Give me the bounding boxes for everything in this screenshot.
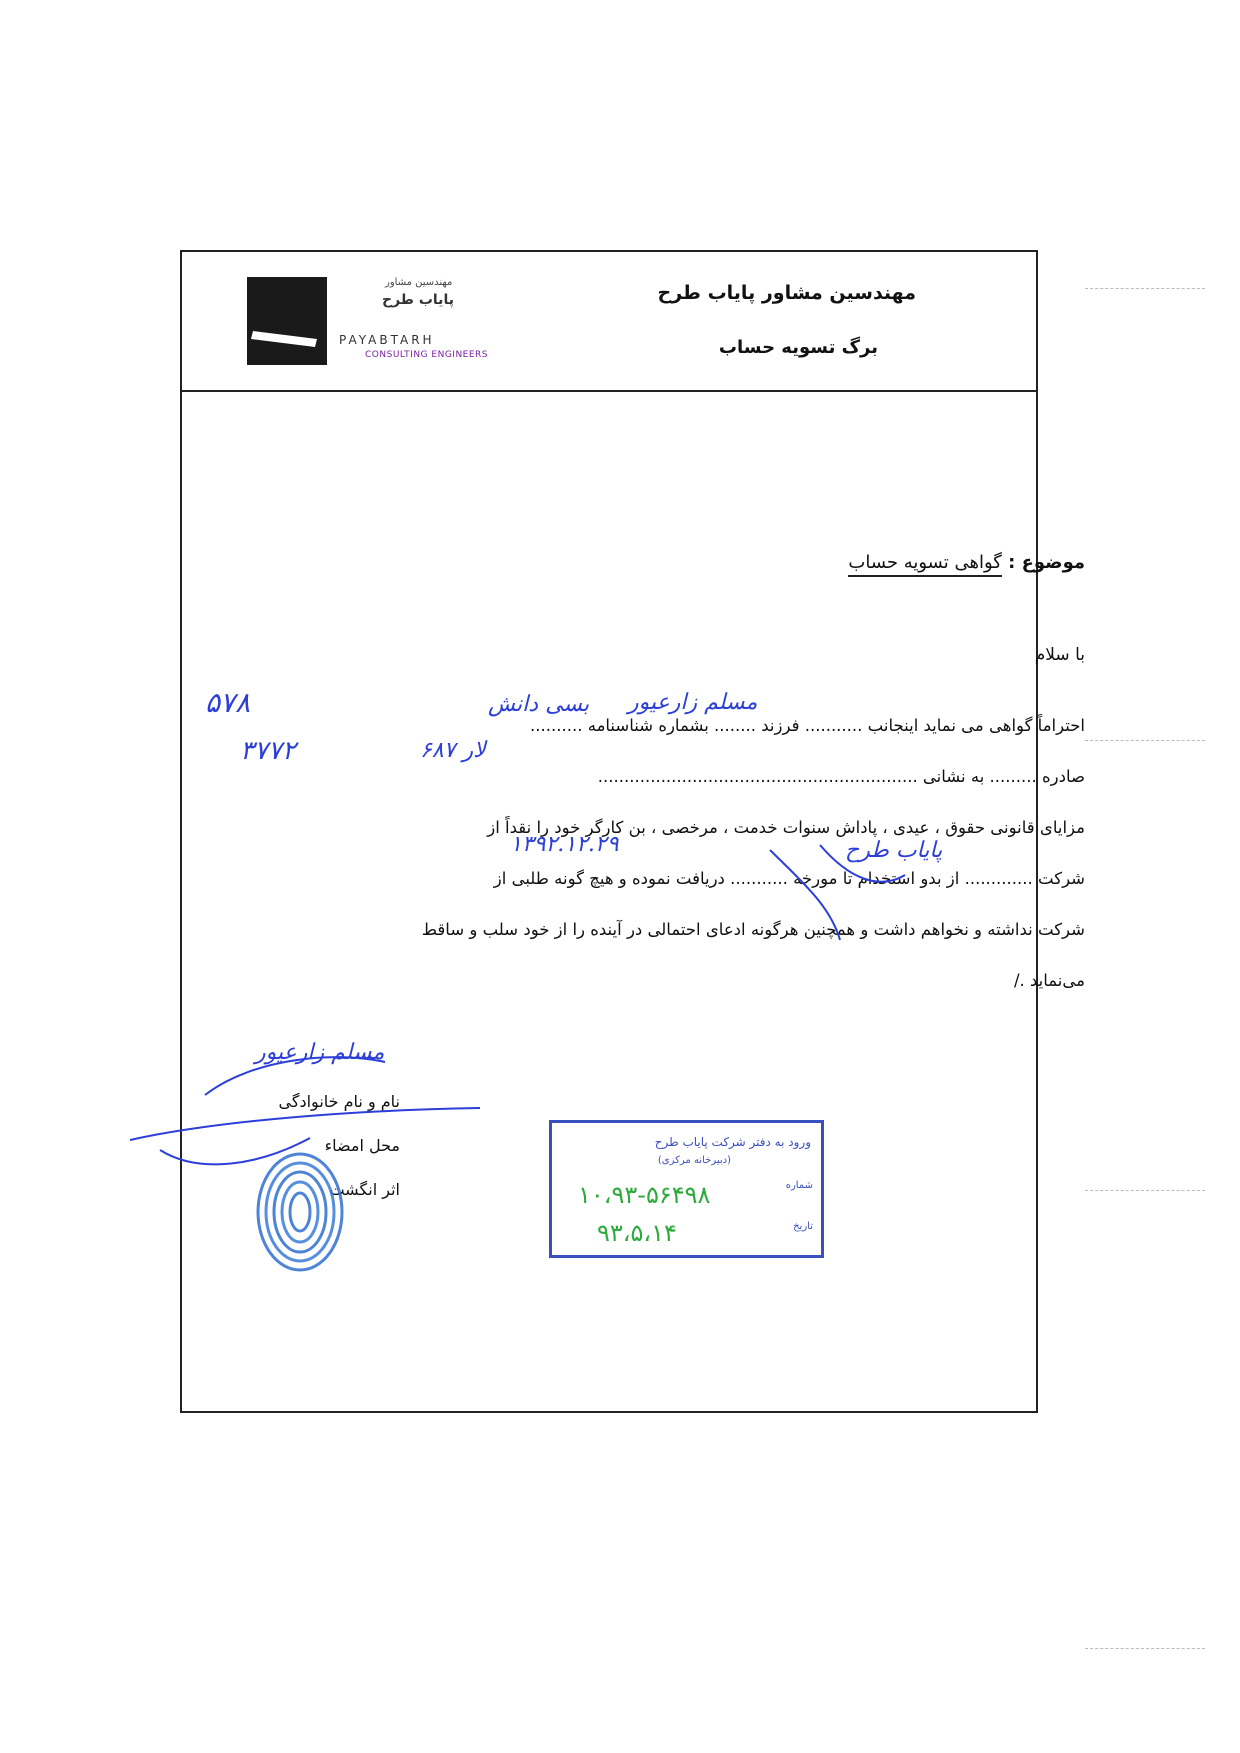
logo-subtitle-en: CONSULTING ENGINEERS [365, 350, 489, 360]
signature-stroke [770, 850, 840, 940]
name-label: نام و نام خانوادگی [278, 1092, 400, 1111]
stamp-date-label: تاریخ [793, 1221, 813, 1232]
handwritten-address: لار ۶۸۷ [420, 738, 486, 763]
stamp-date-value: ۹۳،۵،۱۴ [597, 1219, 677, 1247]
scan-mark [1085, 1190, 1205, 1192]
fingerprint-label: اثر انگشت [329, 1180, 400, 1199]
scan-mark [1085, 740, 1205, 742]
handwritten-date: ۱۳۹۲.۱۲.۲۹ [510, 832, 619, 857]
logo-subtitle-fa: مهندسین مشاور [385, 277, 453, 288]
form-title: برگ تسویه حساب [718, 337, 878, 358]
body-line-2: صادره ......... به نشانی ............................................................. [597, 767, 1085, 786]
handwritten-father-name: بسی دانش [488, 692, 590, 717]
signature-stroke [130, 1108, 480, 1140]
stamp-title: ورود به دفتر شرکت پایاب طرح [654, 1135, 811, 1149]
signature-stroke [160, 1138, 310, 1164]
handwritten-id-number: ۵۷۸ [205, 686, 251, 719]
registry-stamp [549, 1120, 824, 1258]
stamp-number-label: شماره [785, 1180, 813, 1191]
body-line-4: شرکت ............. از بدو استخدام تا مورخه ........... دریافت نموده و هیچ گونه طلبی از [493, 869, 1085, 888]
scan-mark [1085, 1648, 1205, 1650]
body-line-1: احتراماً گواهی می نماید اینجانب ........... فرزند ........ بشماره شناسنامه .......... [530, 716, 1085, 735]
handwritten-signature-name: مسلم زارعیور [255, 1040, 385, 1065]
subject-value: گواهی تسویه حساب [848, 552, 1001, 577]
body-line-3: مزایای قانونی حقوق ، عیدی ، پاداش سنوات خدمت ، مرخصی ، بن کارگر خود را نقداً از [487, 818, 1085, 837]
greeting: با سلام [1034, 645, 1085, 665]
scan-mark [1085, 288, 1205, 290]
handwritten-address-number: ۳۷۷۲ [240, 736, 296, 766]
subject-label: موضوع : [1008, 552, 1085, 573]
handwritten-name: مسلم زارعیور [628, 690, 758, 715]
stamp-number-value: ۱۰،۹۳-۵۶۴۹۸ [578, 1181, 711, 1209]
body-line-5: شرکت نداشته و نخواهم داشت و همچنین هرگونه ادعای احتمالی در آینده را از خود سلب و ساقط [421, 920, 1085, 939]
stamp-subtitle: (دبیرخانه مرکزی) [657, 1155, 731, 1166]
company-name: مهندسین مشاور پایاب طرح [657, 282, 916, 304]
signature-label: محل امضاء [324, 1136, 400, 1155]
logo-title-en: PAYABTARH [339, 333, 435, 347]
handwritten-company: پایاب طرح [845, 838, 943, 863]
signature-stroke [820, 845, 905, 882]
fingerprint-mark [258, 1154, 342, 1270]
logo-title-fa: پایاب طرح [382, 292, 454, 308]
body-line-6: می‌نماید ./ [1013, 971, 1085, 990]
